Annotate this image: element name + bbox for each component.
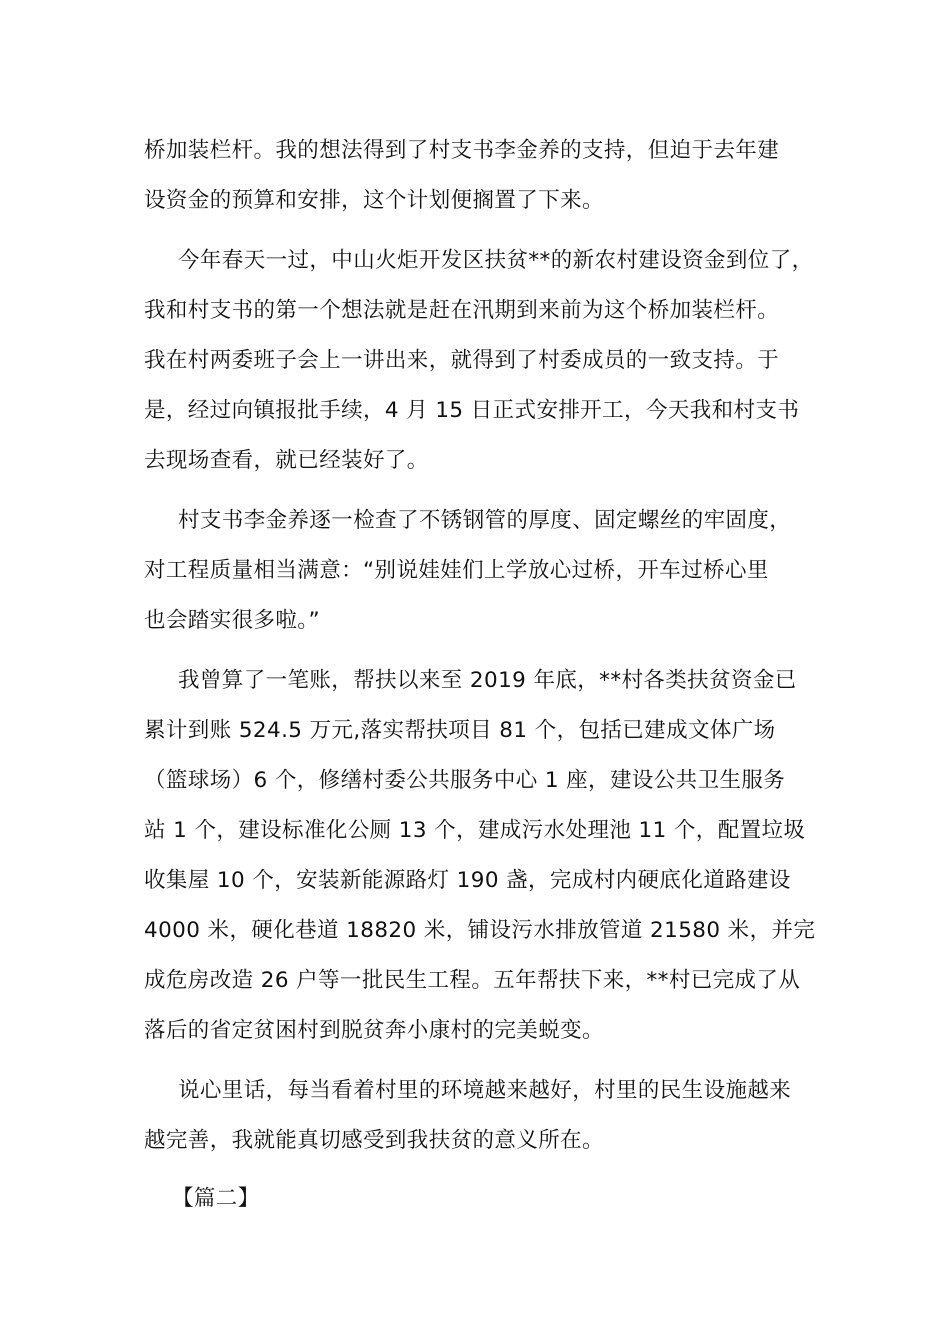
text-line: 对工程质量相当满意：“别说娃娃们上学放心过桥，开车过桥心里 [144,558,769,583]
text-line: 去现场查看，就已经装好了。 [144,448,429,473]
paragraph-3 [144,496,809,646]
text-line: 越完善，我就能真切感受到我扶贫的意义所在。 [144,1128,604,1153]
text-line: 村支书李金养逐一检查了不锈钢管的厚度、固定螺丝的牢固度， [178,508,792,533]
text-line: 我曾算了一笔账，帮扶以来至 2019 年底，**村各类扶贫资金已 [178,668,797,693]
text-line: 桥加装栏杆。我的想法得到了村支书李金养的支持，但迫于去年建 [144,138,780,163]
text-line: 站 1 个，建设标准化公厕 13 个，建成污水处理池 11 个，配置垃圾 [144,818,806,843]
text-line: 我在村两委班子会上一讲出来，就得到了村委成员的一致支持。于 [144,348,780,373]
document-body [144,126,816,1224]
text-line: 累计到账 524.5 万元,落实帮扶项目 81 个，包括已建成文体广场 [144,718,776,743]
text-line: 是，经过向镇报批手续，4 月 15 日正式安排开工，今天我和村支书 [144,398,800,423]
paragraph-4 [144,656,816,1056]
text-line: 今年春天一过，中山火炬开发区扶贫**的新农村建设资金到位了， [178,248,814,273]
paragraph-1 [144,126,809,226]
section-heading: 【篇二】 [172,1186,260,1211]
paragraph-2 [144,236,814,486]
paragraph-5 [144,1066,809,1166]
text-line: （篮球场）6 个，修缮村委公共服务中心 1 座，建设公共卫生服务 [144,768,786,793]
text-line: 4000 米，硬化巷道 18820 米，铺设污水排放管道 21580 米，并完 [144,918,816,943]
text-line: 收集屋 10 个，安装新能源路灯 190 盏，完成村内硬底化道路建设 [144,868,791,893]
text-line: 成危房改造 26 户等一批民生工程。五年帮扶下来，**村已完成了从 [144,968,801,993]
text-line: 也会踏实很多啦。” [144,608,320,633]
text-line: 说心里话，每当看着村里的环境越来越好，村里的民生设施越来 [178,1078,792,1103]
text-line: 设资金的预算和安排，这个计划便搁置了下来。 [144,188,604,213]
text-line: 落后的省定贫困村到脱贫奔小康村的完美蜕变。 [144,1018,604,1043]
text-line: 我和村支书的第一个想法就是赶在汛期到来前为这个桥加装栏杆。 [144,298,780,323]
